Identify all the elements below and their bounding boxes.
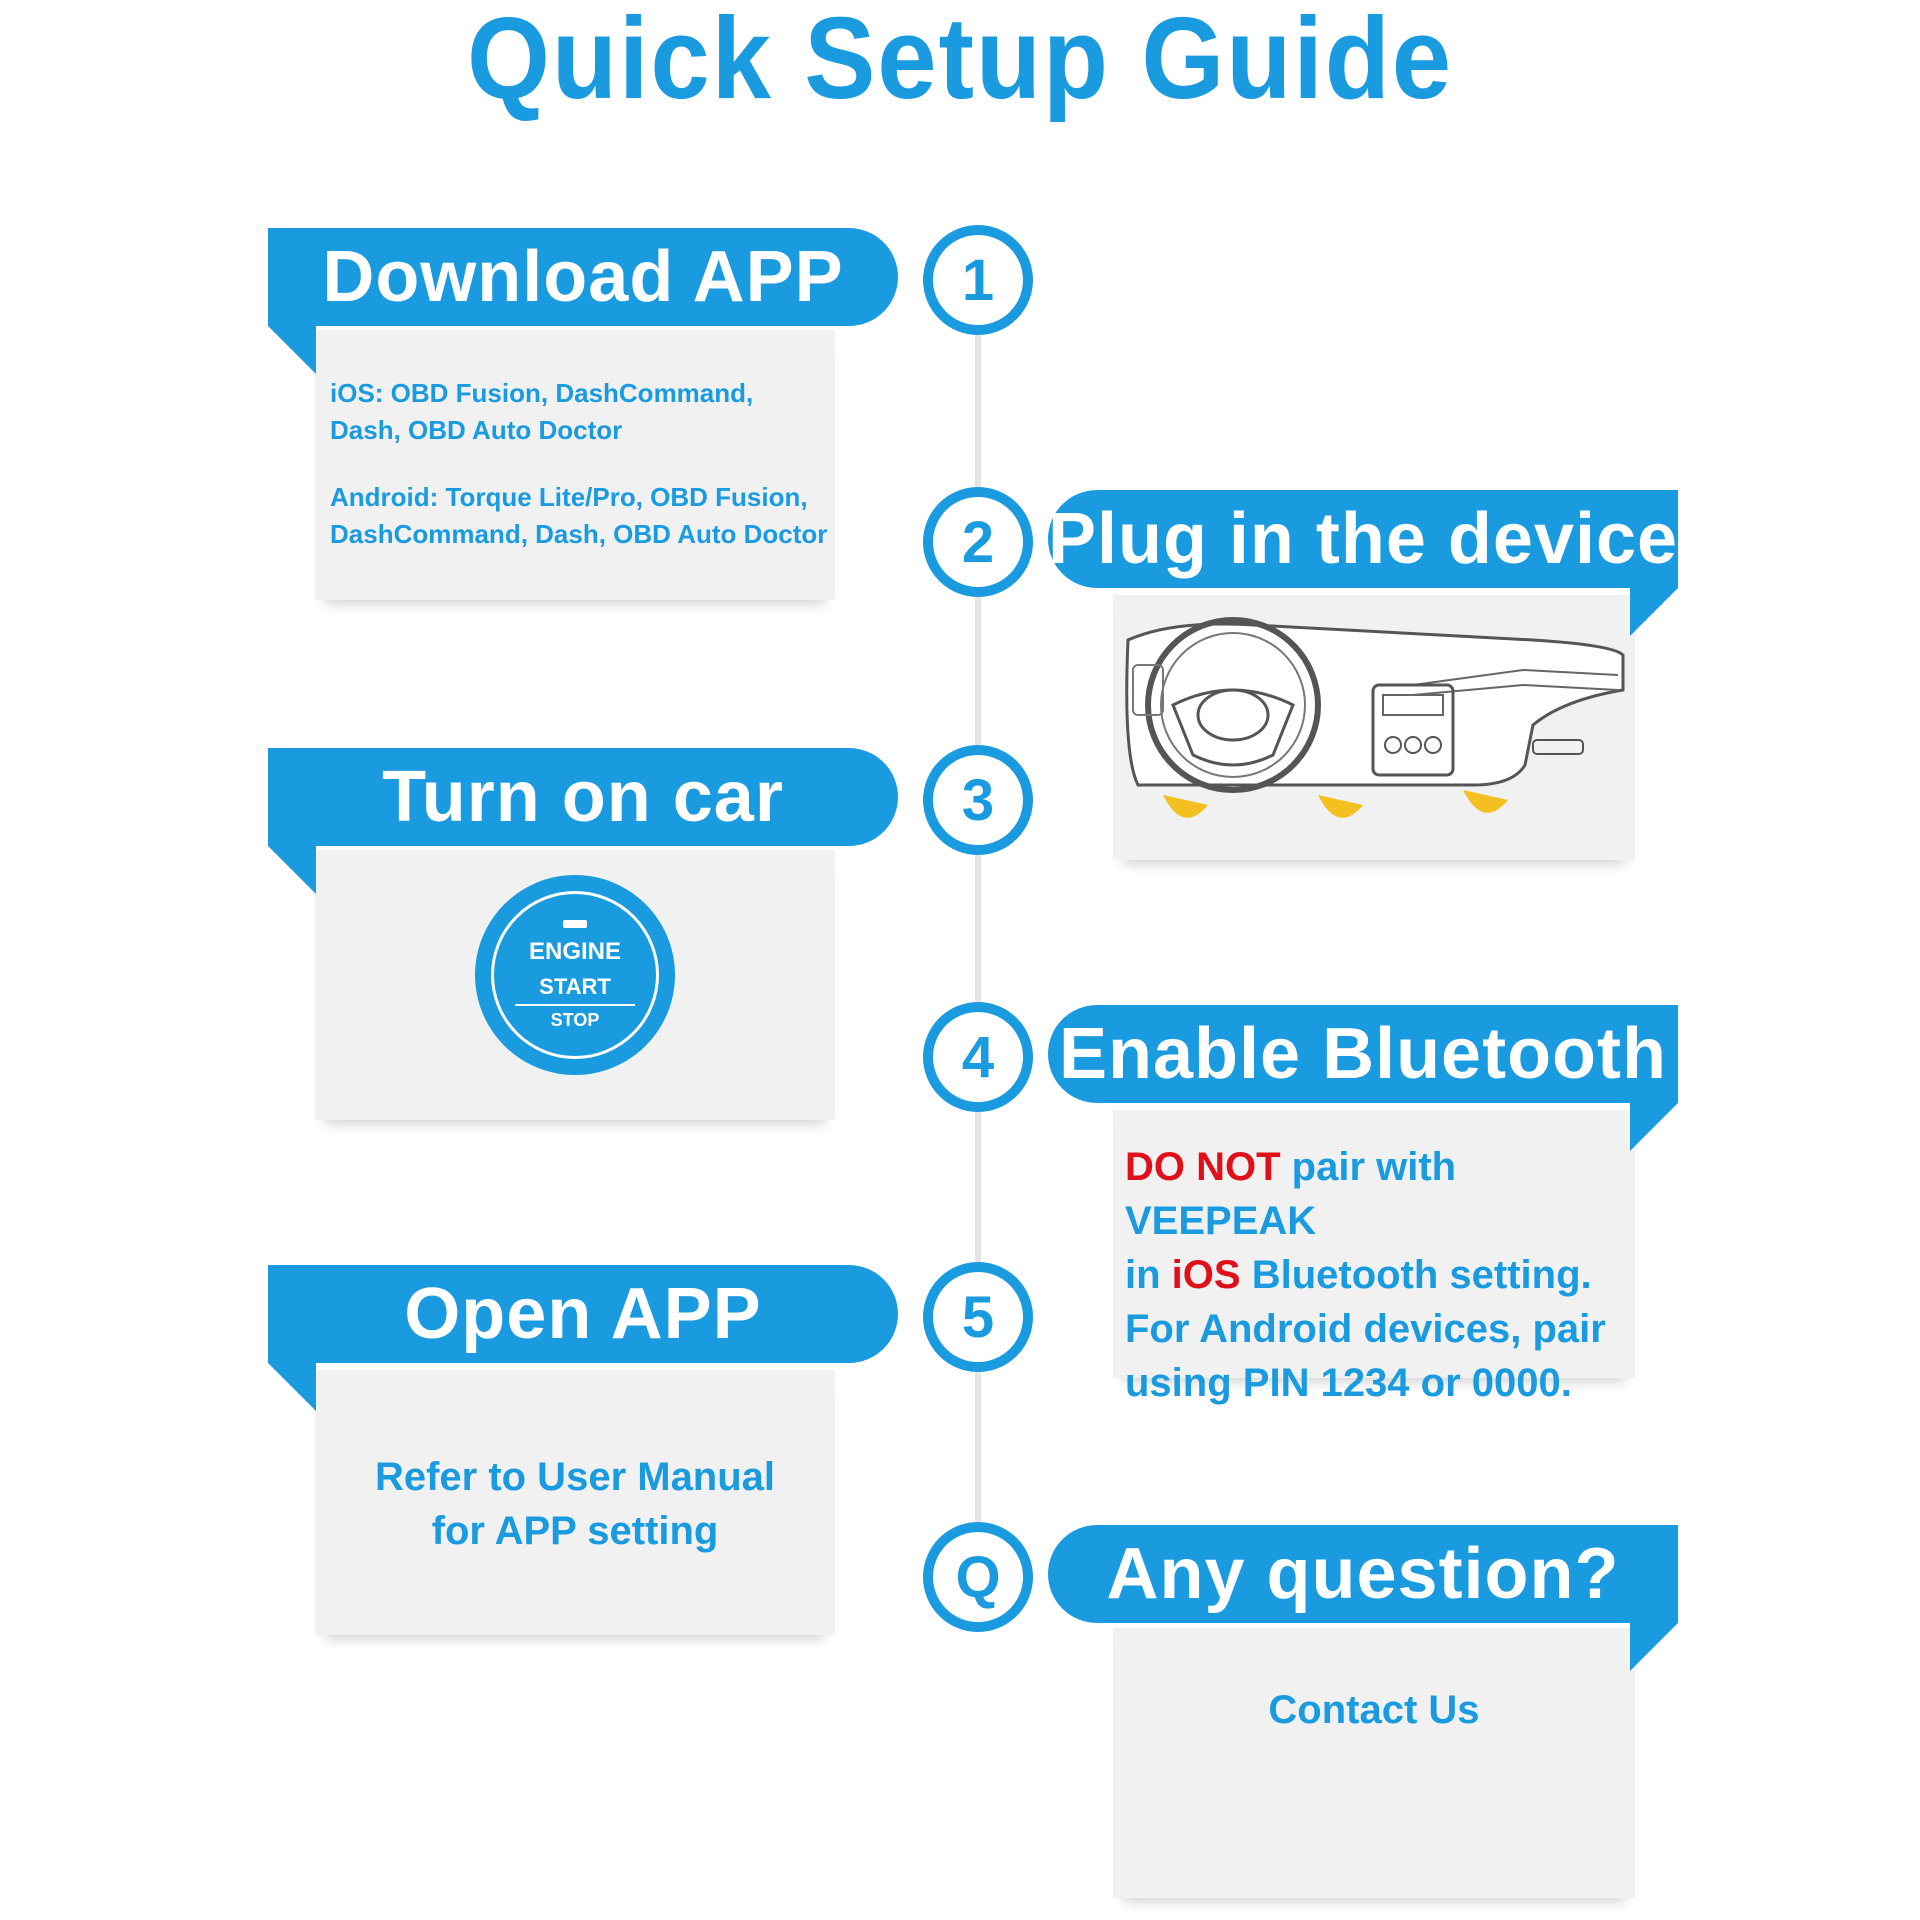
car-dashboard-illustration (1113, 595, 1635, 860)
do-not-warning: DO NOT (1125, 1145, 1281, 1189)
download-app-card (315, 330, 835, 600)
step-1-badge: 1 (923, 225, 1033, 335)
banner-fold (268, 846, 316, 894)
engine-label: ENGINE (528, 937, 621, 965)
step-2-badge: 2 (923, 487, 1033, 597)
banner-fold (268, 1363, 316, 1411)
plug-in-card (1113, 595, 1635, 860)
banner-fold (1630, 588, 1678, 636)
bt-text-1: pair with VEEPEAK (1125, 1145, 1457, 1243)
page-title: Quick Setup Guide (467, 0, 1453, 123)
android-apps-line-2: DashCommand, Dash, OBD Auto Doctor (330, 519, 828, 549)
turn-on-car-card (315, 850, 835, 1120)
open-app-line-1: Refer to User Manual (374, 1455, 776, 1499)
engine-start-button-icon (475, 875, 675, 1075)
step-q-badge: Q (923, 1522, 1033, 1632)
ios-apps-line-2: Dash, OBD Auto Doctor (330, 415, 623, 445)
banner-fold (268, 326, 316, 374)
banner-fold (1630, 1623, 1678, 1671)
download-app-banner: Download APP (268, 228, 898, 326)
contact-card (1113, 1628, 1635, 1898)
contact-us-link[interactable]: Contact Us (1268, 1688, 1480, 1732)
banner-fold (1630, 1103, 1678, 1151)
bt-text-2: in (1125, 1253, 1172, 1297)
step-3-badge: 3 (923, 745, 1033, 855)
bluetooth-card (1113, 1110, 1635, 1405)
bluetooth-banner: Enable Bluetooth (1048, 1005, 1678, 1103)
plug-in-banner: Plug in the device (1048, 490, 1678, 588)
stop-label: STOP (550, 1009, 600, 1030)
bt-text-3: Bluetooth setting. (1240, 1253, 1592, 1297)
turn-on-car-banner: Turn on car (268, 748, 898, 846)
any-question-banner: Any question? (1048, 1525, 1678, 1623)
open-app-line-2: for APP setting (431, 1509, 719, 1553)
step-4-badge: 4 (923, 1002, 1033, 1112)
ios-apps-line-1: iOS: OBD Fusion, DashCommand, (330, 378, 754, 408)
ios-warning: iOS (1171, 1253, 1241, 1297)
open-app-banner: Open APP (268, 1265, 898, 1363)
start-label: START (539, 973, 611, 999)
open-app-card (315, 1370, 835, 1635)
android-apps-line-1: Android: Torque Lite/Pro, OBD Fusion, (330, 482, 808, 512)
bt-text-4: For Android devices, pair (1125, 1307, 1606, 1351)
bt-text-5: using PIN 1234 or 0000. (1125, 1361, 1572, 1405)
step-5-badge: 5 (923, 1262, 1033, 1372)
